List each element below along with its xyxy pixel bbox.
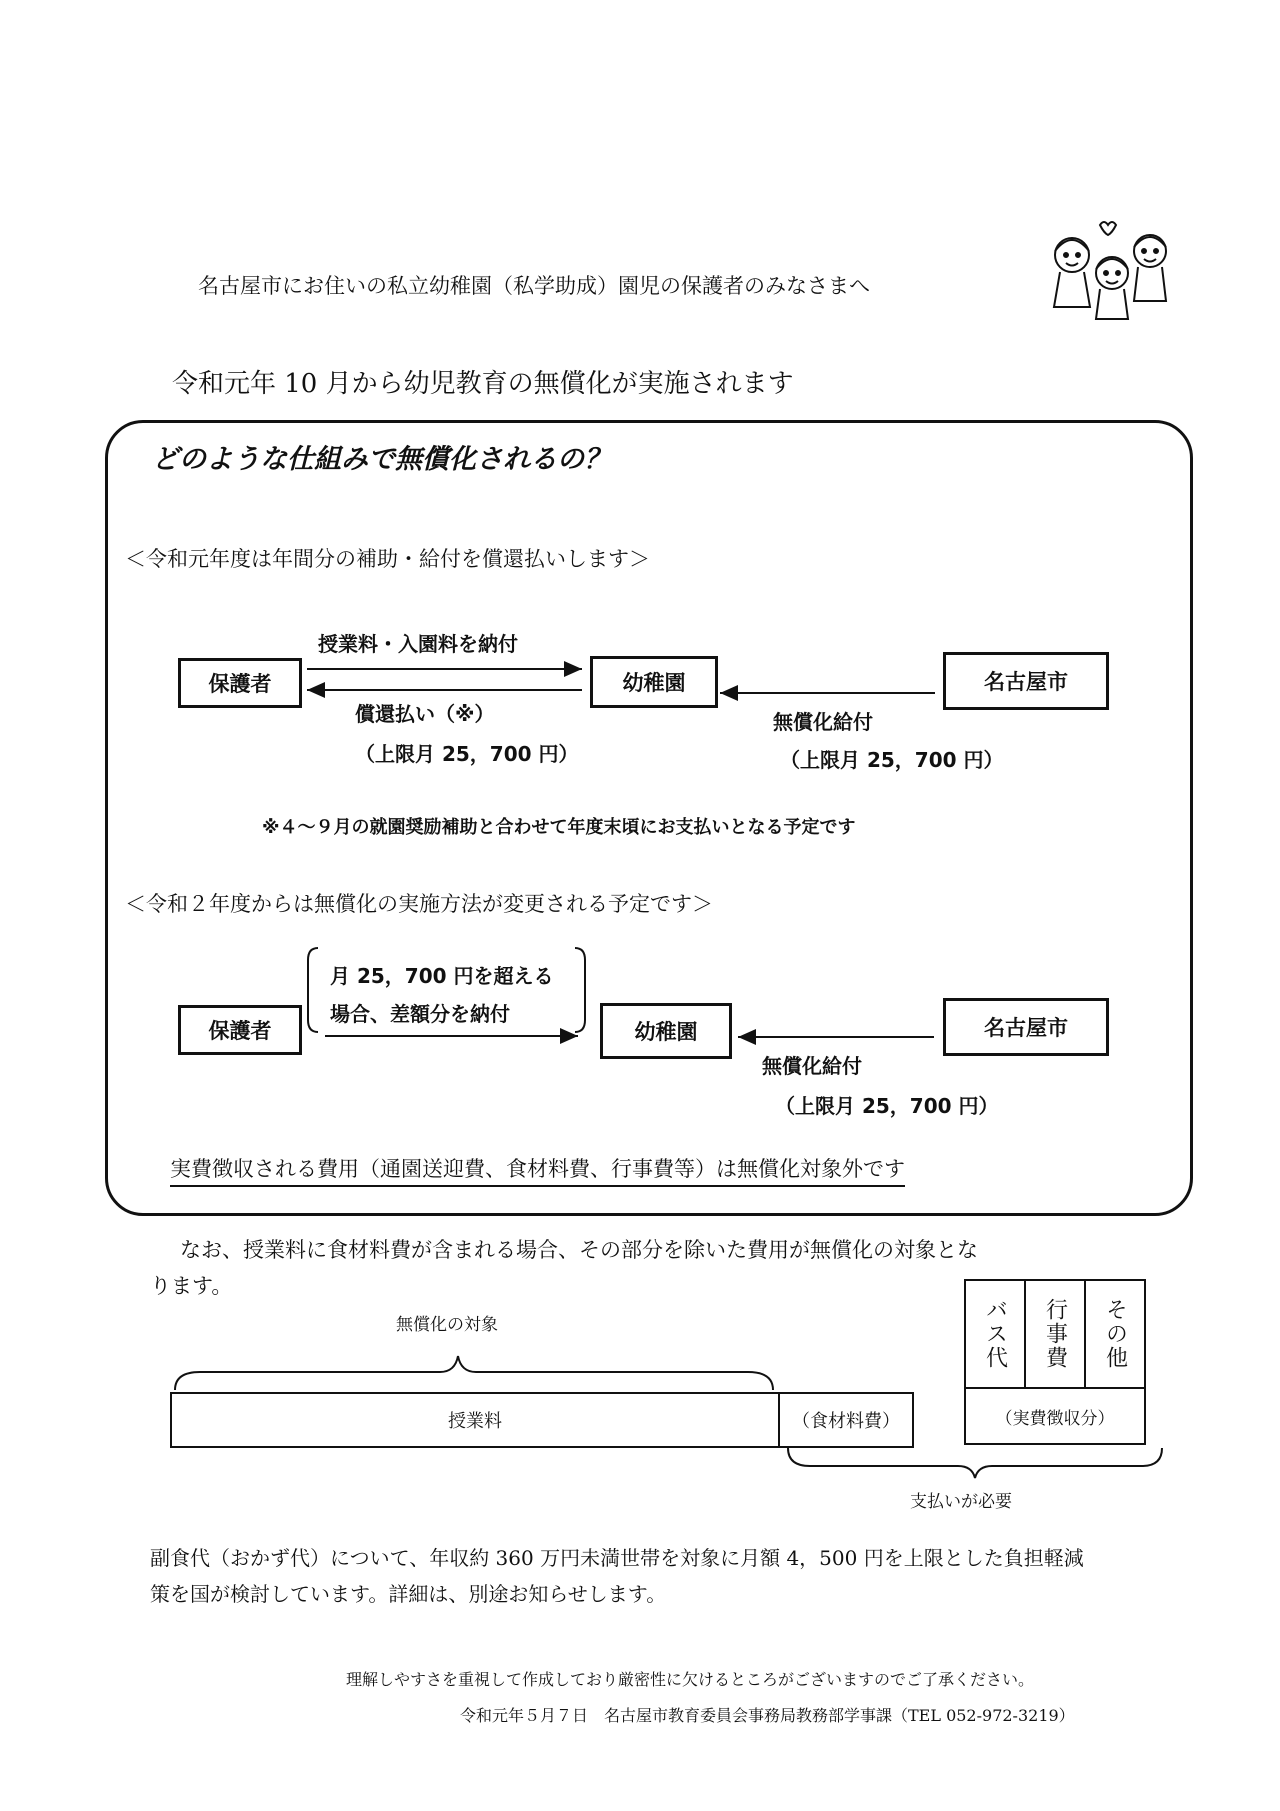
panel-question: どのような仕組みで無償化されるの？ bbox=[152, 444, 611, 475]
section2-heading: ＜令和２年度からは無償化の実施方法が変更される予定です＞ bbox=[125, 892, 713, 916]
section1-grant-cap: （上限月 25，700 円） bbox=[780, 748, 1004, 772]
footer-issuer: 令和元年５月７日 名古屋市教育委員会事務局教務部学事課（TEL 052-972-3219） bbox=[460, 1706, 1075, 1725]
disclaimer: 理解しやすさを重視して作成しており厳密性に欠けるところがございますのでご了承ください。 bbox=[346, 1670, 1035, 1689]
header-addressee: 名古屋市にお住いの私立幼稚園（私学助成）園児の保護者のみなさまへ bbox=[198, 274, 870, 298]
actual-cost-label: （実費徴収分） bbox=[995, 1408, 1115, 1429]
section1-kindergarten-box: 幼稚園 bbox=[590, 656, 718, 708]
section1-pay-label: 授業料・入園料を納付 bbox=[318, 632, 518, 656]
section2-guardian-box: 保護者 bbox=[178, 1005, 302, 1055]
event-cost-cell: 行事費 bbox=[1026, 1281, 1086, 1387]
actual-cost-box bbox=[964, 1279, 1146, 1445]
free-scope-brace bbox=[175, 1356, 773, 1390]
other-cost-cell: その他 bbox=[1102, 1298, 1128, 1370]
food-cost-segment: （食材料費） bbox=[792, 1411, 900, 1432]
section1-city-box: 名古屋市 bbox=[943, 652, 1109, 710]
section1-note: ※４～９月の就園奨励補助と合わせて年度末頃にお支払いとなる予定です bbox=[262, 817, 856, 838]
section2-grant-label: 無償化給付 bbox=[762, 1054, 862, 1078]
section2-grant-cap: （上限月 25，700 円） bbox=[775, 1094, 999, 1118]
cost-bar bbox=[170, 1392, 914, 1448]
section2-kindergarten-box: 幼稚園 bbox=[600, 1003, 732, 1059]
section1-guardian-box: 保護者 bbox=[178, 658, 302, 708]
section1-refund-cap: （上限月 25，700 円） bbox=[355, 742, 579, 766]
section1-heading: ＜令和元年度は年間分の補助・給付を償還払いします＞ bbox=[125, 547, 650, 571]
payment-required-label: 支払いが必要 bbox=[910, 1492, 1012, 1512]
para2-line1: 副食代（おかず代）について、年収約 360 万円未満世帯を対象に月額 4，500 円を上限とした負担軽減 bbox=[150, 1546, 1084, 1570]
bus-cost-cell: バス代 bbox=[966, 1281, 1026, 1387]
para1-line1: なお、授業料に食材料費が含まれる場合、その部分を除いた費用が無償化の対象とな bbox=[180, 1238, 978, 1262]
tuition-segment: 授業料 bbox=[172, 1394, 780, 1446]
section1-grant-label: 無償化給付 bbox=[773, 710, 873, 734]
free-scope-label: 無償化の対象 bbox=[396, 1315, 498, 1335]
payment-brace bbox=[788, 1448, 1162, 1478]
section2-pay-line2: 場合、差額分を納付 bbox=[330, 1002, 510, 1026]
page-title: 令和元年 10 月から幼児教育の無償化が実施されます bbox=[172, 369, 794, 399]
para1-line2: ります。 bbox=[150, 1274, 233, 1298]
section2-pay-line1: 月 25，700 円を超える bbox=[330, 964, 554, 988]
para2-line2: 策を国が検討しています。詳細は、別途お知らせします。 bbox=[150, 1582, 667, 1606]
section1-refund-label: 償還払い（※） bbox=[355, 702, 495, 726]
panel-footer-note: 実費徴収される費用（通園送迎費、食材料費、行事費等）は無償化対象外です bbox=[170, 1153, 905, 1187]
section2-city-box: 名古屋市 bbox=[943, 998, 1109, 1056]
